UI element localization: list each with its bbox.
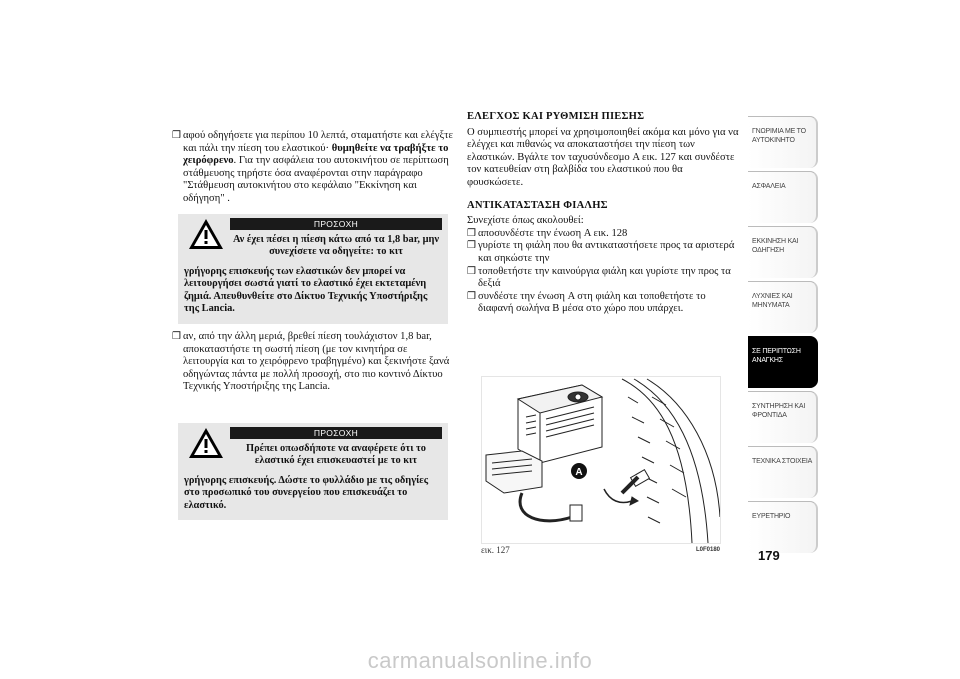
step-text: αποσυνδέστε την ένωση A εικ. 128 [478,227,628,239]
bullet-text [183,130,454,206]
step-item [467,291,739,316]
chapter-tab-getting-to-know[interactable]: ΓΝΩΡΙΜΙΑ ΜΕ ΤΟ ΑΥΤΟΚΙΝΗΤΟ [748,116,818,168]
step-item [467,240,739,265]
bullet-text: αν, από την άλλη μεριά, βρεθεί πίεση τουλάχιστον 1,8 bar, αποκαταστήστε τη σωστή πίεση (με τον κινητήρα σε λειτουργία και το χειρόφρενο τραβηγμένο) και ξεκινήστε ξανά οδηγώντας πάντα με πολλή προσοχή, στο πιο κοντινό Δίκτυο Τεχνικής Υποστήριξης της Lancia. [183,331,450,393]
pressure-paragraph: Ο συμπιεστής μπορεί να χρησιμοποιηθεί ακόμα και μόνο για να ελέγχει και πιθανώς να αποκαταστήσει την πίεση των ελαστικών. Βγάλτε τον ταχυσύνδεσμο A εικ. 127 και συνδέστε τον κατευθείαν στη βαλβίδα του ελαστικού που θα φουσκώσετε. [467,126,739,188]
step-text: συνδέστε την ένωση A στη φιάλη και τοποθετήστε το διαφανή σωλήνα B μέσα στο χώρο που υπάρχει. [478,290,706,315]
warning-text-first: Πρέπει οπωσδήποτε να αναφέρετε ότι το ελαστικό έχει επισκευαστεί με το κιτ [246,443,426,467]
warning-text-first: Αν έχει πέσει η πίεση κάτω από τα 1,8 bar, μην συνεχίσετε να οδηγείτε: το κιτ [232,234,440,258]
figure-code: L0F0180 [696,547,721,553]
chapter-tab-index[interactable]: ΕΥΡΕΤΗΡΙΟ [748,501,818,553]
left-column [172,130,454,206]
bullet-text-part: αφού οδηγήσετε για περίπου 10 λεπτά, σταματήστε και ελέγξτε και πάλι την πίεση του ελαστικού· [183,130,453,154]
section-heading-pressure: ΕΛΕΓΧΟΣ ΚΑΙ ΡΥΘΜΙΣΗ ΠΙΕΣΗΣ [467,111,645,122]
section-heading-bottle: ΑΝΤΙΚΑΤΑΣΤΑΣΗ ΦΙΑΛΗΣ [467,199,608,211]
watermark-text: carmanualsonline.info [367,648,593,673]
step-text: γυρίστε τη φιάλη που θα αντικαταστήσετε προς τα αριστερά και σηκώστε την [478,240,735,264]
figure-label-a: A [575,467,583,478]
left-column-2 [172,331,454,394]
step-text: τοποθετήστε την καινούργια φιάλη και γυρίστε την προς τα δεξιά [478,265,731,290]
chapter-tabs [748,116,818,556]
bullet-mark: ❒ [467,227,476,239]
bullet-text-bold: θυμηθείτε να τραβήξτε το χειρόφρενο [183,142,449,167]
bullet-mark: ❒ [172,130,181,141]
bullet-item-2 [172,331,454,394]
right-column [467,111,739,316]
bullet-mark: ❒ [172,331,181,342]
bullet-text-part: . Για την ασφάλεια του αυτοκινήτου σε περίπτωση στάθμευσης τηρήστε όσα αναφέρονται στην παράγραφο "Στάθμευση αυτοκινήτου στο κεφάλαιο "Εκκίνηση και οδήγηση" . [183,155,449,204]
chapter-tab-warning-lights[interactable]: ΛΥΧΝΙΕΣ ΚΑΙ ΜΗΝΥΜΑΤΑ [748,281,818,333]
chapter-tab-starting-driving[interactable]: ΕΚΚΙΝΗΣΗ ΚΑΙ ΟΔΗΓΗΣΗ [748,226,818,278]
warning-box-1 [178,214,448,324]
warning-text-body: γρήγορης επισκευής των ελαστικών δεν μπορεί να λειτουργήσει σωστά γιατί το ελαστικό έχει εκτεταμένη ζημιά. Απευθυνθείτε στο Δίκτυο Τεχνικής Υποστήριξης της Lancia. [184,266,428,315]
warning-title: ΠΡΟΣΟΧΗ [230,218,442,230]
figure-caption: εικ. 127 [481,545,510,555]
step-item [467,266,739,291]
chapter-tab-technical-data[interactable]: ΤΕΧΝΙΚΑ ΣΤΟΙΧΕΙΑ [748,446,818,498]
bottle-intro: Συνεχίστε όπως ακολουθεί: [467,215,584,227]
bullet-mark: ❒ [467,240,476,252]
bullet-mark: ❒ [467,290,476,302]
bullet-item-1 [172,130,454,206]
bullet-mark: ❒ [467,265,476,277]
chapter-tab-maintenance[interactable]: ΣΥΝΤΗΡΗΣΗ ΚΑΙ ΦΡΟΝΤΙΔΑ [748,391,818,443]
warning-triangle-icon [188,218,224,250]
warning-box-2 [178,423,448,520]
warning-text-body: γρήγορης επισκευής. Δώστε το φυλλάδιο με τις οδηγίες στο προσωπικό του συνεργείου που επισκευάζει το ελαστικό. [184,475,429,511]
step-item [467,228,739,241]
chapter-tab-safety[interactable]: ΑΣΦΑΛΕΙΑ [748,171,818,223]
compressor-illustration [482,377,720,543]
warning-triangle-icon [188,427,224,459]
page-number: 179 [758,548,780,563]
warning-title: ΠΡΟΣΟΧΗ [230,427,442,439]
figure-compressor-illustration [481,376,721,544]
chapter-tab-emergency[interactable]: ΣΕ ΠΕΡΙΠΤΩΣΗ ΑΝΑΓΚΗΣ [748,336,818,388]
